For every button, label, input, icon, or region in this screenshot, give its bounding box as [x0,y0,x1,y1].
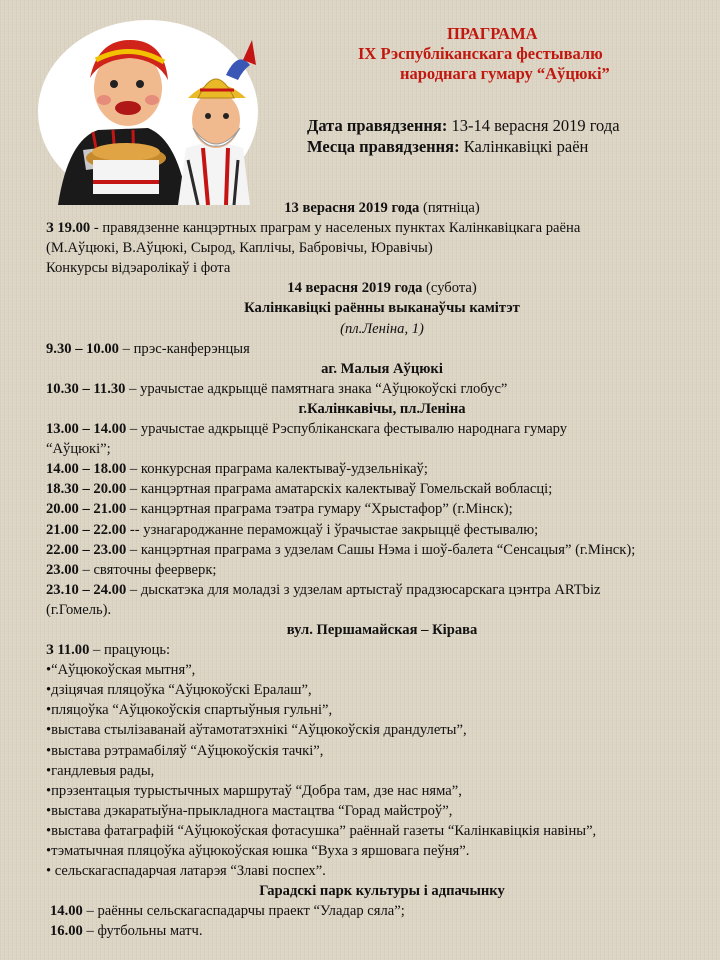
event-football-match: 16.00 – футбольны матч. [50,923,203,940]
list-item: •выстава фатаграфій “Аўцюкоўская фотасушка” раённай газеты “Калінкавіцкія навіны”, [46,822,597,839]
list-item: • сельскагаспадарчая латарэя “Злаві поспех”. [46,863,326,880]
day1-event: З 19.00 - правядзенне канцэртных праграм у населеных пунктах Калінкавіцкага раёна [46,220,581,237]
event-from-eleven: З 11.00 – працуюць: [46,642,171,659]
event-disco-cont: (г.Гомель). [46,601,112,618]
list-item: •прэзентацыя турыстычных маршрутаў “Добра там, дзе нас няма”, [46,782,462,799]
list-item: •пляцоўка “Аўцюкоўскія спартыўныя гульні”, [46,702,333,719]
venue-kalinkavichy-square: г.Калінкавічы, пл.Леніна [298,400,466,417]
date-label: Дата правядзення: [307,116,448,135]
event-press-conference: 9.30 – 10.00 – прэс-канферэнцыя [46,340,250,357]
day1-villages: (М.Аўцюкі, В.Аўцюкі, Сырод, Каплічы, Бабровічы, Юравічы) [46,240,433,257]
event-awards-closing: 21.00 – 22.00 -- узнагароджанне пераможцаў і ўрачыстае закрыццё фестывалю; [46,521,539,538]
list-item: •выстава дэкаратыўна-прыкладнога мастацтва “Горад майстроў”, [46,802,453,819]
date-row [307,115,717,136]
list-item: •тэматычная пляцоўка аўцюкоўская юшка “Вуха з яршовага пеўня”. [46,843,470,859]
event-amateur-concert: 18.30 – 20.00 – канцэртная праграма аматарскіх калектываў Гомельскай вобласці; [46,481,553,498]
list-item: •дзіцячая пляцоўка “Аўцюкоўскі Ералаш”, [46,682,312,699]
event-theatre-concert: 20.00 – 21.00 – канцэртная праграма тэатра гумару “Хрыстафор” (г.Мінск); [46,501,513,518]
list-item: •“Аўцюкоўская мытня”, [46,662,196,679]
title-line-1: ПРАГРАМА [447,24,538,43]
title-line-2: IX Рэспубліканскага фестывалю [358,44,603,63]
venue-executive-committee: Калінкавіцкі раённы выканаўчы камітэт [244,300,520,317]
venue-pershamayskaya-street: вул. Першамайская – Кірава [286,621,478,638]
event-nema-concert: 22.00 – 23.00 – канцэртная праграма з удзелам Сашы Нэма і шоў-балета “Сенсацыя” (г.Мінск); [46,541,636,558]
title-line-3: народнага гумару “Аўцюкі” [400,64,610,83]
event-festival-opening-cont: “Аўцюкі”; [46,441,111,458]
place-value: Калінкавіцкі раён [463,137,589,156]
list-item: •гандлевыя рады, [46,762,155,779]
day1-contests: Конкурсы відэаролікаў і фота [46,260,231,277]
list-item: •выстава стылізаванай аўтамотатэхнікі “Аўцюкоўскія драндулеты”, [46,722,467,739]
folk-couple-illustration [38,20,258,205]
venue-city-park: Гарадскі парк культуры і адпачынку [259,883,505,900]
program-body [46,198,718,941]
event-disco: 23.10 – 24.00 – дыскатэка для моладзі з удзелам артыстаў прадзюсарскага цэнтра ARTbiz [46,581,601,598]
venue-malyya-autsyuki: аг. Малыя Аўцюкі [321,360,443,377]
date-value: 13-14 верасня 2019 года [451,116,620,135]
event-fireworks: 23.00 – святочны феерверк; [46,561,217,578]
event-globus-opening: 10.30 – 11.30 – урачыстае адкрыццё памятнага знака “Аўцюкоўскі глобус” [46,380,508,397]
day2-heading: 14 верасня 2019 года (субота) [287,280,477,297]
place-row [307,136,717,157]
event-agro-project: 14.00 – раённы сельскагаспадарчы праект “Уладар сяла”; [50,903,405,920]
event-info [307,115,717,157]
event-festival-opening: 13.00 – 14.00 – урачыстае адкрыццё Рэспубліканскага фестывалю народнага гумару [46,421,568,438]
day1-heading: 13 верасня 2019 года (пятніца) [284,200,480,216]
venue-address: (пл.Леніна, 1) [340,320,424,337]
place-label: Месца правядзення: [307,137,460,156]
list-item: •выстава рэтрамабіляў “Аўцюкоўскія тачкі”, [46,742,324,759]
program-title [300,24,710,84]
event-contest-program: 14.00 – 18.00 – конкурсная праграма калектываў-удзельнікаў; [46,461,428,478]
